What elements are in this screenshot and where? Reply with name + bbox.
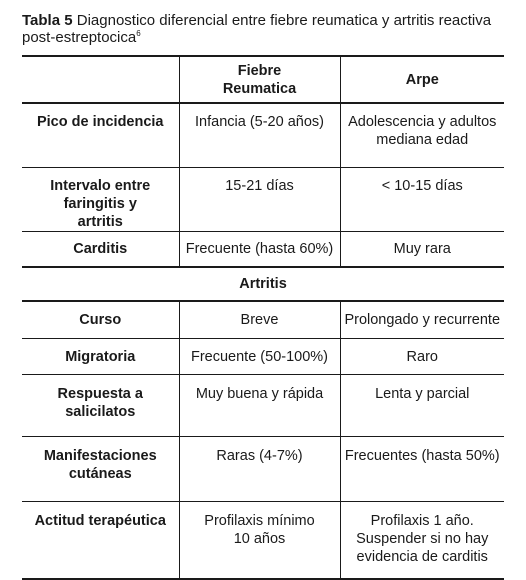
table-row — [22, 502, 504, 580]
table-row — [22, 232, 504, 268]
table-cell: Breve — [179, 301, 340, 339]
header-row — [22, 56, 504, 103]
table-row — [22, 375, 504, 437]
section-row — [22, 267, 504, 301]
table-cell: Prolongado y recurrente — [340, 301, 504, 339]
row-label: Migratoria — [22, 339, 179, 375]
table-cell: Profilaxis 1 año. Suspender si no hay evidencia de carditis — [340, 502, 504, 580]
row-label: Pico de incidencia — [22, 103, 179, 168]
table-cell: Infancia (5-20 años) — [179, 103, 340, 168]
differential-diagnosis-table — [22, 55, 504, 580]
table-row — [22, 301, 504, 339]
table-cell: < 10-15 días — [340, 168, 504, 232]
table-row — [22, 168, 504, 232]
row-label: Intervalo entre faringitis y artritis — [22, 168, 179, 232]
table-cell: Profilaxis mínimo 10 años — [179, 502, 340, 580]
caption-text: Diagnostico diferencial entre fiebre reumatica y artritis reactiva post-estreptocica — [22, 12, 492, 46]
table-row — [22, 103, 504, 168]
table-cell: Muy buena y rápida — [179, 375, 340, 437]
table-cell: Muy rara — [340, 232, 504, 268]
row-label: Actitud terapéutica — [22, 502, 179, 580]
table-cell: Adolescencia y adultos mediana edad — [340, 103, 504, 168]
section-title: Artritis — [22, 267, 504, 301]
table-cell: Frecuentes (hasta 50%) — [340, 437, 504, 502]
table-cell: Frecuente (50-100%) — [179, 339, 340, 375]
caption-reference: 6 — [136, 29, 141, 38]
table-cell: Raro — [340, 339, 504, 375]
caption-label: Tabla 5 — [22, 12, 73, 29]
row-label: Manifestaciones cutáneas — [22, 437, 179, 502]
table-cell: Lenta y parcial — [340, 375, 504, 437]
table-cell: 15-21 días — [179, 168, 340, 232]
table-row — [22, 339, 504, 375]
table-caption — [22, 12, 512, 46]
table-row — [22, 437, 504, 502]
header-cell-fiebre-reumatica: Fiebre Reumatica — [179, 56, 340, 103]
table-cell: Frecuente (hasta 60%) — [179, 232, 340, 268]
header-cell-arpe: Arpe — [340, 56, 504, 103]
header-cell-empty — [22, 56, 179, 103]
row-label: Respuesta a salicilatos — [22, 375, 179, 437]
table-cell: Raras (4-7%) — [179, 437, 340, 502]
row-label: Carditis — [22, 232, 179, 268]
row-label: Curso — [22, 301, 179, 339]
